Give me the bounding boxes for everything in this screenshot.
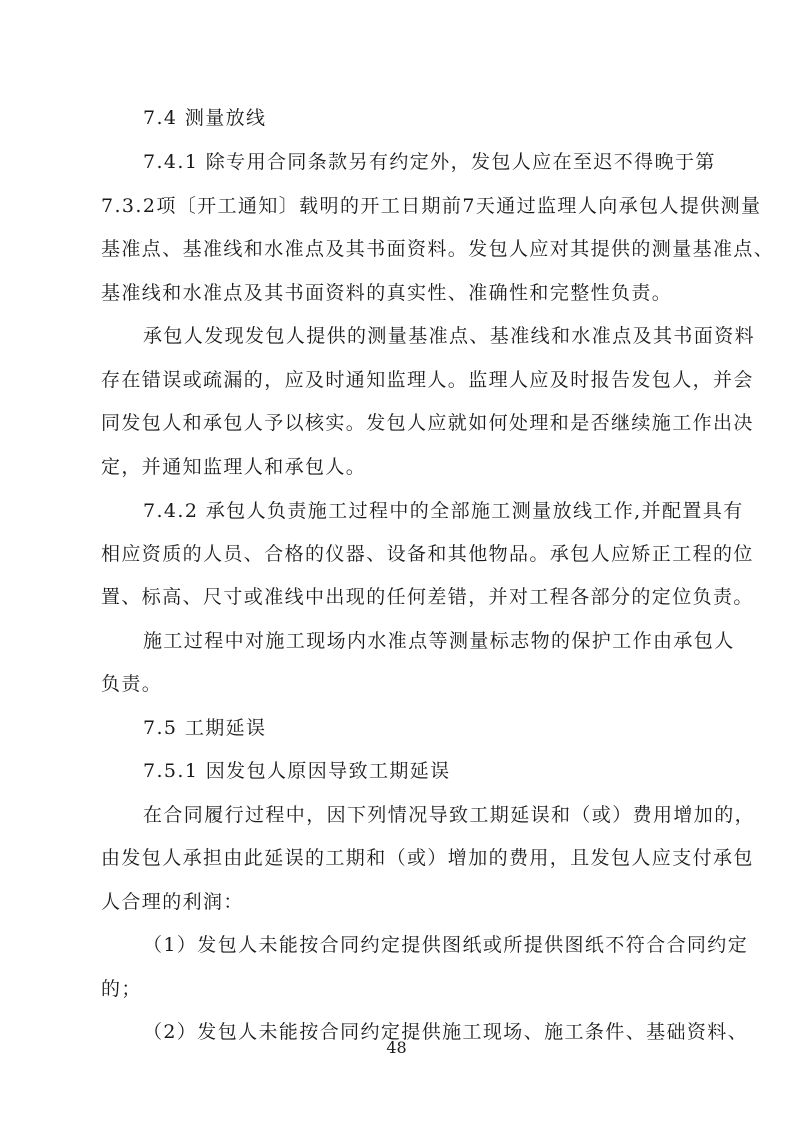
text-line: 在合同履行过程中，因下列情况导致工期延误和（或）费用增加的， (143, 804, 756, 826)
heading-7-5: 7.5 工期延误 (143, 717, 267, 739)
text-line: 7.3.2项〔开工通知〕载明的开工日期前7天通过监理人向承包人提供测量 (101, 195, 762, 217)
text-line: 人合理的利润： (101, 891, 244, 913)
text-line: 7.4.1 除专用合同条款另有约定外，发包人应在至迟不得晚于第 (143, 151, 716, 173)
page-number: 48 (386, 1038, 407, 1057)
text-line: 定，并通知监理人和承包人。 (101, 456, 367, 478)
text-line: 存在错误或疏漏的，应及时通知监理人。监理人应及时报告发包人，并会 (101, 369, 754, 391)
text-line: 同发包人和承包人予以核实。发包人应就如何处理和是否继续施工作出决 (101, 412, 754, 434)
text-line: 由发包人承担由此延误的工期和（或）增加的费用，且发包人应支付承包 (101, 847, 754, 869)
text-line: 承包人发现发包人提供的测量基准点、基准线和水准点及其书面资料 (143, 325, 756, 347)
heading-7-5-1: 7.5.1 因发包人原因导致工期延误 (143, 760, 451, 782)
text-line: 负责。 (101, 673, 163, 695)
text-line: 基准点、基准线和水准点及其书面资料。发包人应对其提供的测量基准点、 (101, 238, 775, 260)
text-line: 7.4.2 承包人负责施工过程中的全部施工测量放线工作,并配置具有 (143, 500, 744, 522)
text-line: 基准线和水准点及其书面资料的真实性、准确性和完整性负责。 (101, 282, 673, 304)
text-line: 置、标高、尺寸或准线中出现的任何差错，并对工程各部分的定位负责。 (101, 586, 754, 608)
text-line: 施工过程中对施工现场内水准点等测量标志物的保护工作由承包人 (143, 630, 735, 652)
list-item-1: （1）发包人未能按合同约定提供图纸或所提供图纸不符合合同约定 (143, 934, 749, 956)
text-line: 相应资质的人员、合格的仪器、设备和其他物品。承包人应矫正工程的位 (101, 543, 754, 565)
text-line: 的； (101, 978, 142, 1000)
heading-7-4: 7.4 测量放线 (143, 107, 267, 129)
list-item-2: （2）发包人未能按合同约定提供施工现场、施工条件、基础资料、 (143, 1021, 749, 1043)
